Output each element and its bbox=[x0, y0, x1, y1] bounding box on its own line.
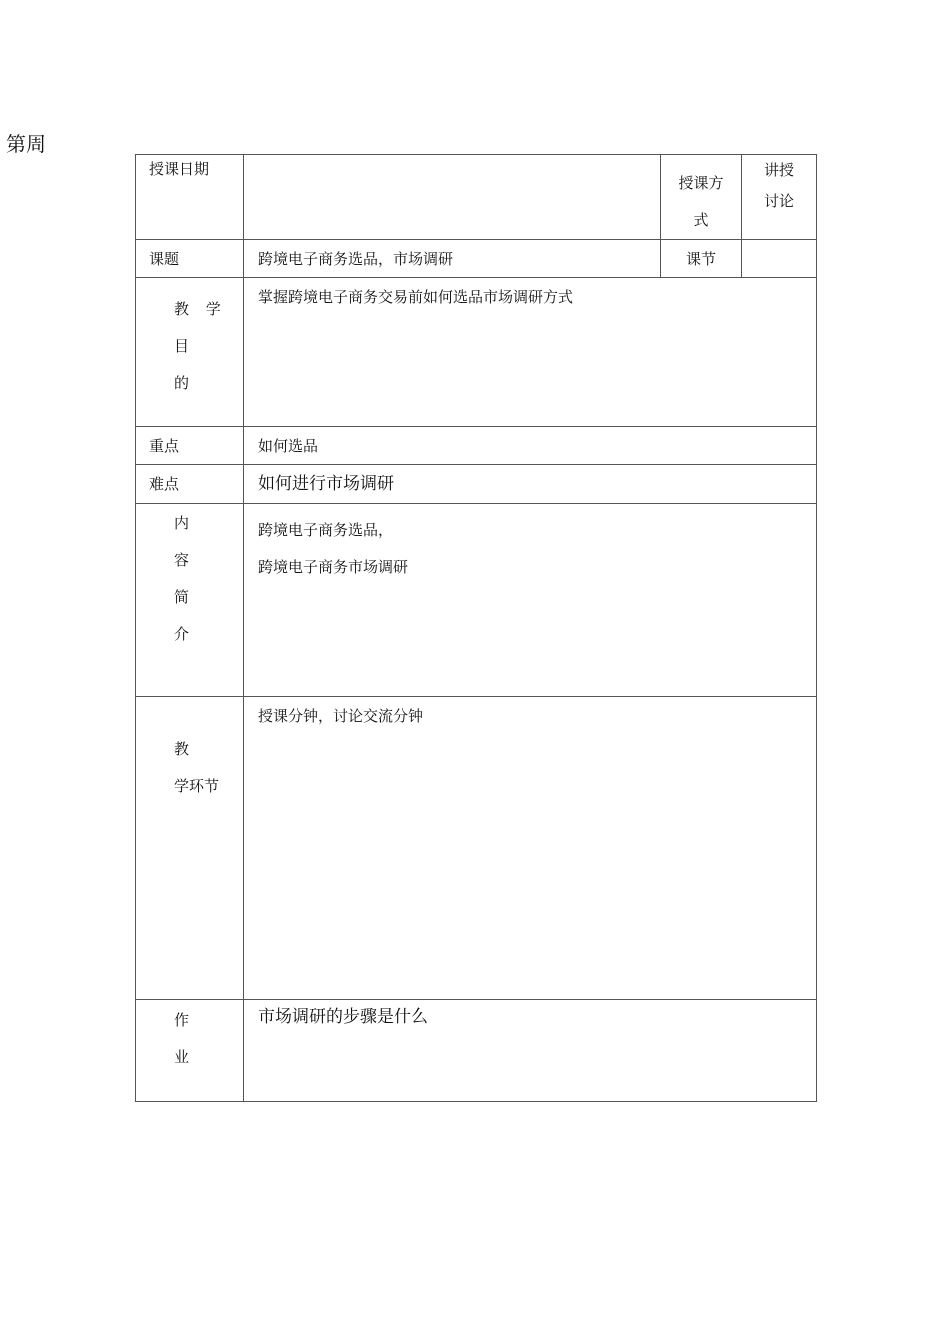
row-content bbox=[136, 504, 817, 697]
difficulty-value: 如何进行市场调研 bbox=[258, 474, 394, 494]
content-label-char: 内 bbox=[174, 514, 190, 532]
date-label: 授课日期 bbox=[149, 160, 210, 178]
row-key-point bbox=[136, 427, 817, 465]
row-difficulty bbox=[136, 465, 817, 504]
content-value-cell bbox=[244, 504, 817, 697]
objective-value-cell bbox=[244, 278, 817, 427]
section-label-cell bbox=[661, 240, 742, 278]
difficulty-label: 难点 bbox=[149, 475, 180, 493]
lesson-plan-table bbox=[135, 154, 817, 1102]
teaching-value-cell bbox=[244, 697, 817, 1000]
topic-value: 跨境电子商务选品，市场调研 bbox=[258, 249, 454, 268]
difficulty-value-cell bbox=[244, 465, 817, 504]
objective-label-line-1: 教 学 目 bbox=[174, 299, 227, 355]
teaching-label-line-2: 学环节 bbox=[174, 777, 220, 795]
objective-label-line-2: 的 bbox=[174, 373, 190, 392]
method-value-line-2: 讨论 bbox=[763, 192, 794, 210]
key-point-label-cell bbox=[136, 427, 244, 465]
row-objective bbox=[136, 278, 817, 427]
method-value-cell bbox=[742, 155, 817, 240]
content-label-cell bbox=[136, 504, 244, 697]
content-label-char: 容 bbox=[174, 551, 190, 569]
date-value bbox=[244, 155, 660, 158]
topic-label-cell bbox=[136, 240, 244, 278]
section-value-cell bbox=[742, 240, 817, 278]
key-point-value-cell bbox=[244, 427, 817, 465]
date-label-cell bbox=[136, 155, 244, 240]
method-label-line-2: 式 bbox=[693, 211, 709, 229]
teaching-label-line-1: 教 bbox=[174, 740, 190, 758]
row-topic bbox=[136, 240, 817, 278]
teaching-value: 授课分钟，讨论交流分钟 bbox=[258, 707, 424, 725]
row-teaching bbox=[136, 697, 817, 1000]
section-label: 课节 bbox=[685, 250, 716, 268]
date-value-cell bbox=[244, 155, 661, 240]
content-line: 跨境电子商务市场调研 bbox=[258, 558, 409, 576]
content-label-char: 介 bbox=[174, 625, 190, 643]
homework-label-line-1: 作 bbox=[174, 1011, 190, 1029]
objective-value: 掌握跨境电子商务交易前如何选品市场调研方式 bbox=[258, 288, 574, 306]
method-label-cell bbox=[661, 155, 742, 240]
row-homework bbox=[136, 1000, 817, 1102]
homework-value-cell bbox=[244, 1000, 817, 1102]
homework-label-cell bbox=[136, 1000, 244, 1102]
key-point-label: 重点 bbox=[149, 436, 180, 455]
teaching-label-cell bbox=[136, 697, 244, 1000]
row-date bbox=[136, 155, 817, 240]
topic-value-cell bbox=[244, 240, 661, 278]
week-label: 第周 bbox=[6, 132, 46, 156]
method-label-line-1: 授课方 bbox=[678, 174, 724, 192]
homework-value: 市场调研的步骤是什么 bbox=[258, 1007, 428, 1027]
key-point-value: 如何选品 bbox=[258, 436, 319, 455]
objective-label-cell bbox=[136, 278, 244, 427]
method-value-line-1: 讲授 bbox=[763, 161, 794, 179]
topic-label: 课题 bbox=[149, 249, 180, 268]
content-label-char: 简 bbox=[174, 588, 190, 606]
content-line: 跨境电子商务选品， bbox=[258, 521, 394, 539]
homework-label-line-2: 业 bbox=[174, 1048, 190, 1066]
difficulty-label-cell bbox=[136, 465, 244, 504]
